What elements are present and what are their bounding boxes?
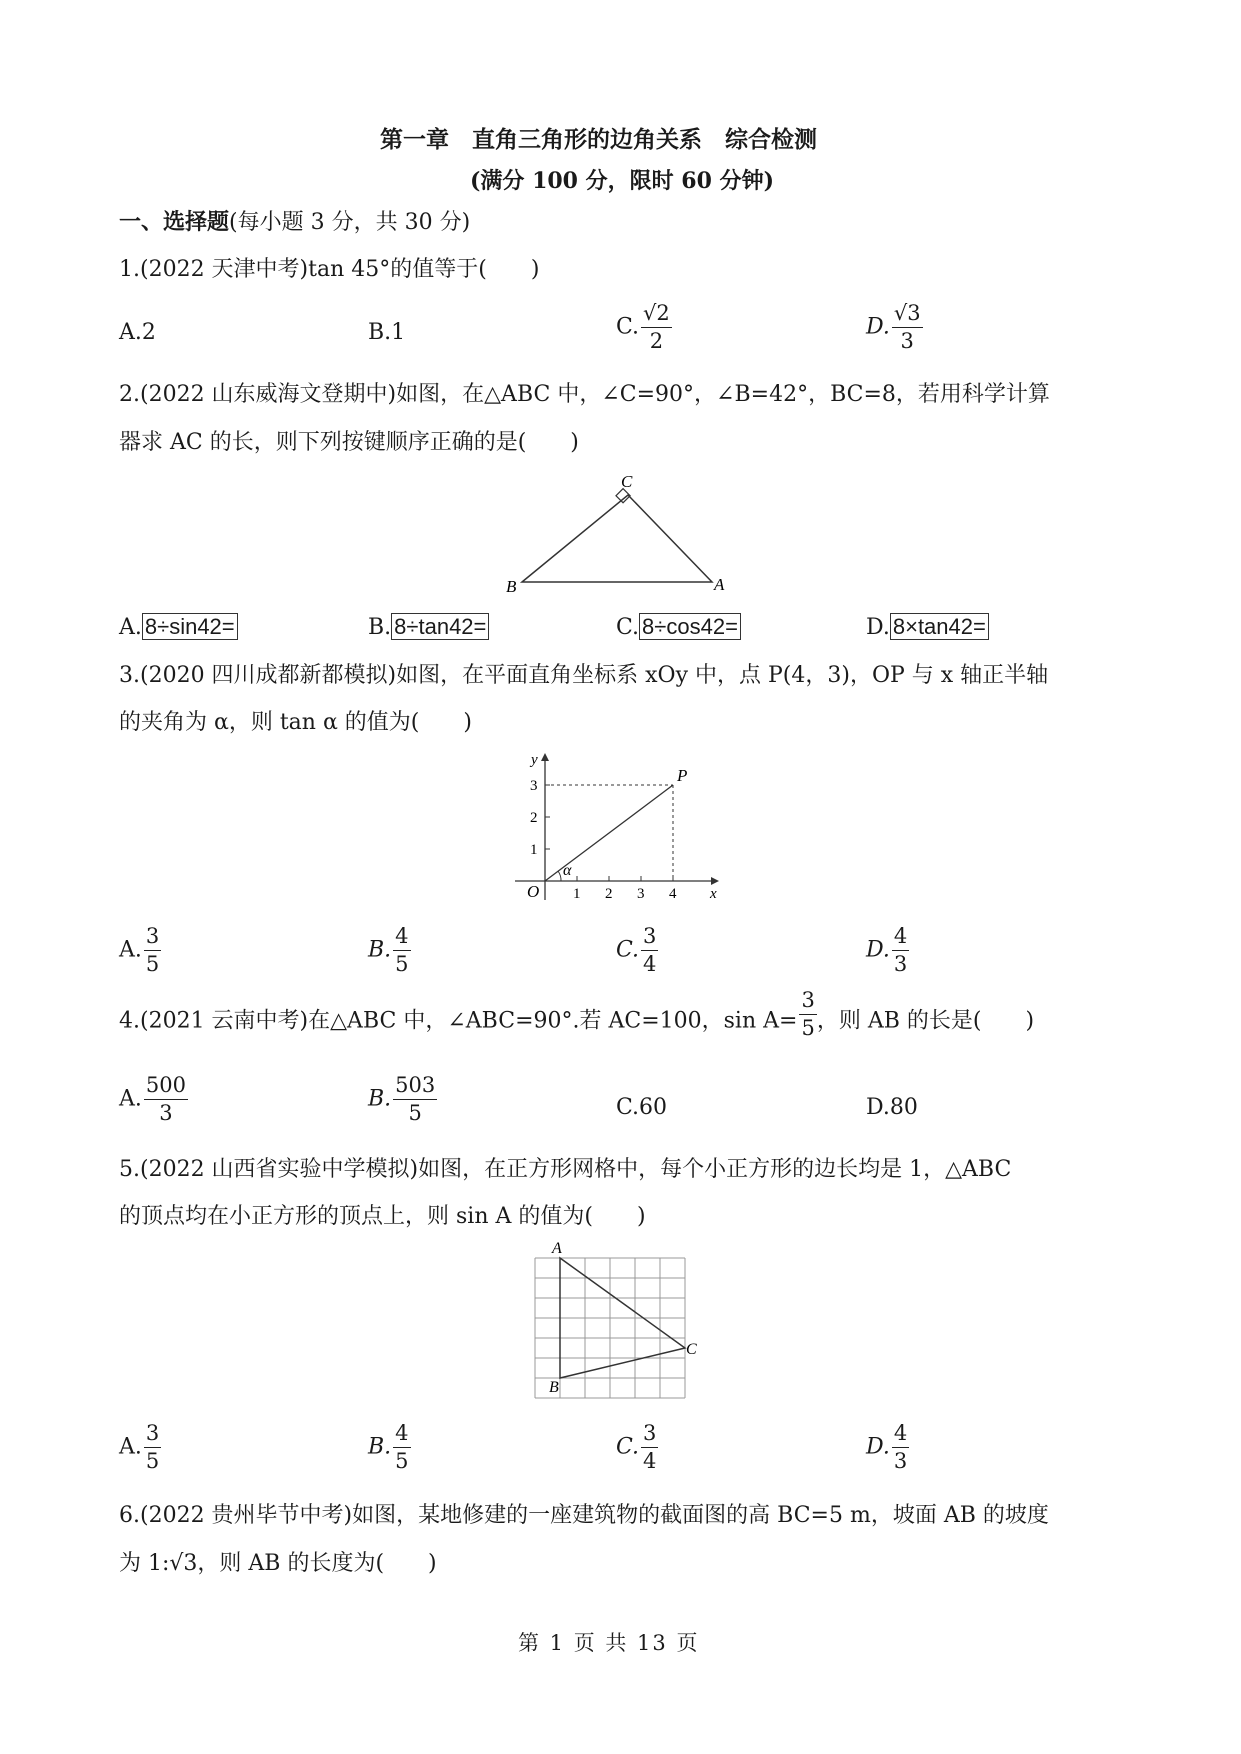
vertex-a-label: A (552, 1240, 562, 1257)
square-grid (535, 1258, 685, 1398)
q3-option-c-fraction (641, 925, 658, 976)
q5-option-b (368, 1422, 411, 1473)
q5-option-d-label: D. (866, 1434, 890, 1460)
question-5-line-2: 的顶点均在小正方形的顶点上，则 sin A 的值为( ) (119, 1204, 646, 1229)
q3-option-a-numerator: 3 (144, 925, 161, 951)
q4-option-d: D.80 (866, 1095, 918, 1120)
q5-option-d-numerator: 4 (892, 1422, 909, 1448)
x-tick-label-3: 3 (637, 886, 645, 902)
q3-option-a (119, 925, 161, 976)
q4-option-b-fraction (393, 1074, 437, 1125)
q5-option-c-fraction (641, 1422, 658, 1473)
q5-option-b-fraction (393, 1422, 410, 1473)
point-p-label: P (677, 766, 688, 785)
vertex-b-label: B (549, 1379, 559, 1396)
y-tick-label-1: 1 (530, 842, 538, 858)
q4-option-b-denominator: 5 (408, 1101, 422, 1126)
q1-option-a: A.2 (119, 320, 156, 345)
page-footer: 第 1 页 共 13 页 (518, 1631, 700, 1655)
y-tick-label-2: 2 (530, 810, 538, 826)
q2-option-c-keys: 8÷cos42= (639, 613, 741, 640)
q1-option-c-fraction (641, 302, 672, 353)
q1-option-d-numerator: √3 (892, 302, 923, 328)
q2-option-d-keys: 8×tan42= (890, 613, 989, 640)
q5-option-c-denominator: 4 (643, 1449, 657, 1474)
q5-option-a-denominator: 5 (145, 1449, 160, 1474)
q5-option-b-label: B. (368, 1434, 392, 1460)
vertex-a-label: A (714, 575, 725, 594)
q4-option-a-label: A. (119, 1086, 142, 1112)
section-note: (每小题 3 分，共 30 分) (229, 210, 471, 235)
q3-option-b-denominator: 5 (395, 952, 409, 977)
question-4-stem (119, 988, 1035, 1041)
q4-stem-numerator: 3 (799, 989, 816, 1015)
q4-option-a-fraction (144, 1074, 188, 1125)
q3-option-c-label: C. (616, 937, 640, 963)
q3-option-d-label: D. (866, 937, 890, 963)
vertex-b-label: B (506, 577, 517, 596)
y-axis-label: y (531, 752, 538, 768)
q2-triangle-figure (500, 470, 740, 600)
q2-option-a (119, 613, 238, 640)
q5-option-d-denominator: 3 (893, 1449, 908, 1474)
x-axis-arrow (711, 877, 719, 885)
q2-option-c-label: C. (616, 615, 640, 640)
question-6-line-2: 为 1:√3，则 AB 的长度为( ) (119, 1551, 437, 1576)
q5-option-c-label: C. (616, 1434, 640, 1460)
q3-option-b-numerator: 4 (393, 925, 410, 951)
y-tick-label-3: 3 (530, 778, 538, 794)
triangle-abc (522, 495, 712, 582)
q2-option-b-label: B. (368, 615, 392, 640)
question-6-line-1: 6.(2022 贵州毕节中考)如图，某地修建的一座建筑物的截面图的高 BC=5 m，坡面 AB 的坡度 (119, 1503, 1049, 1528)
q4-option-c: C.60 (616, 1095, 668, 1120)
q5-option-c-numerator: 3 (641, 1422, 658, 1448)
q5-option-a (119, 1422, 161, 1473)
section-title: 一、选择题 (119, 209, 230, 235)
q2-option-d-label: D. (866, 615, 890, 640)
q5-option-a-numerator: 3 (144, 1422, 161, 1448)
q1-option-d (866, 302, 923, 353)
q3-option-d-denominator: 3 (893, 952, 908, 977)
q3-option-a-fraction (144, 925, 161, 976)
x-tick-label-2: 2 (605, 886, 613, 902)
q1-option-c-label: C. (616, 314, 640, 340)
q4-option-b-label: B. (368, 1086, 392, 1112)
q5-grid-figure (525, 1238, 715, 1413)
q4-option-a-numerator: 500 (144, 1074, 188, 1100)
q1-option-c-numerator: √2 (641, 302, 672, 328)
q5-option-d-fraction (892, 1422, 909, 1473)
q2-option-b-keys: 8÷tan42= (391, 613, 489, 640)
q4-stem-pre: 4.(2021 云南中考)在△ABC 中，∠ABC=90°.若 AC=100，sin A= (119, 1008, 798, 1034)
q1-option-d-denominator: 3 (900, 329, 914, 354)
q2-option-a-keys: 8÷sin42= (142, 613, 238, 640)
angle-arc (558, 871, 561, 881)
question-5-line-1: 5.(2022 山西省实验中学模拟)如图，在正方形网格中，每个小正方形的边长均是 1，△ABC (119, 1157, 1012, 1182)
vertex-c-label: C (621, 472, 633, 491)
q5-option-a-label: A. (119, 1434, 142, 1460)
question-2-line-1: 2.(2022 山东威海文登期中)如图，在△ABC 中，∠C=90°，∠B=42°，BC=8，若用科学计算 (119, 382, 1050, 407)
q3-option-d (866, 925, 909, 976)
question-3-line-2: 的夹角为 α，则 tan α 的值为( ) (119, 710, 472, 735)
q1-option-d-label: D. (866, 314, 890, 340)
page-subtitle: (满分 100 分，限时 60 分钟) (470, 168, 774, 194)
q3-option-d-numerator: 4 (892, 925, 909, 951)
q1-option-b: B.1 (368, 320, 406, 345)
q3-option-a-label: A. (119, 937, 142, 963)
q4-option-b (368, 1074, 437, 1125)
x-axis-label: x (710, 886, 717, 902)
page-title: 第一章 直角三角形的边角关系 综合检测 (380, 126, 817, 153)
q2-option-a-label: A. (119, 615, 142, 640)
y-axis-arrow (541, 753, 549, 761)
q2-option-d (866, 613, 989, 640)
question-3-line-1: 3.(2020 四川成都新都模拟)如图，在平面直角坐标系 xOy 中，点 P(4，3)，OP 与 x 轴正半轴 (119, 663, 1049, 688)
q5-option-d (866, 1422, 909, 1473)
q1-option-c (616, 302, 672, 353)
q4-option-b-numerator: 503 (393, 1074, 437, 1100)
vertex-c-label: C (686, 1341, 697, 1358)
q5-option-b-numerator: 4 (393, 1422, 410, 1448)
q3-option-b-label: B. (368, 937, 392, 963)
q3-option-a-denominator: 5 (145, 952, 160, 977)
question-1-stem: 1.(2022 天津中考)tan 45°的值等于( ) (119, 257, 540, 282)
q5-option-a-fraction (144, 1422, 161, 1473)
section-heading (119, 211, 470, 234)
q4-stem-post: ，则 AB 的长是( ) (816, 1008, 1035, 1034)
q3-option-c (616, 925, 658, 976)
q5-option-c (616, 1422, 658, 1473)
q2-option-c (616, 613, 741, 640)
q1-option-c-denominator: 2 (649, 329, 664, 354)
q3-option-b (368, 925, 411, 976)
q2-option-b (368, 613, 489, 640)
q3-coordinate-figure (505, 745, 735, 905)
q4-option-a (119, 1074, 188, 1125)
alpha-label: α (563, 862, 572, 879)
q4-stem-denominator: 5 (801, 1016, 815, 1041)
q5-option-b-denominator: 5 (395, 1449, 409, 1474)
q4-stem-fraction (799, 989, 816, 1040)
q4-option-a-denominator: 3 (159, 1101, 173, 1126)
x-tick-label-1: 1 (573, 886, 581, 902)
x-tick-label-4: 4 (669, 886, 677, 902)
question-2-line-2: 器求 AC 的长，则下列按键顺序正确的是( ) (119, 430, 579, 455)
q1-option-d-fraction (892, 302, 923, 353)
q3-option-c-denominator: 4 (643, 952, 657, 977)
origin-label: O (527, 882, 540, 901)
q3-option-b-fraction (393, 925, 410, 976)
q3-option-c-numerator: 3 (641, 925, 658, 951)
q3-option-d-fraction (892, 925, 909, 976)
